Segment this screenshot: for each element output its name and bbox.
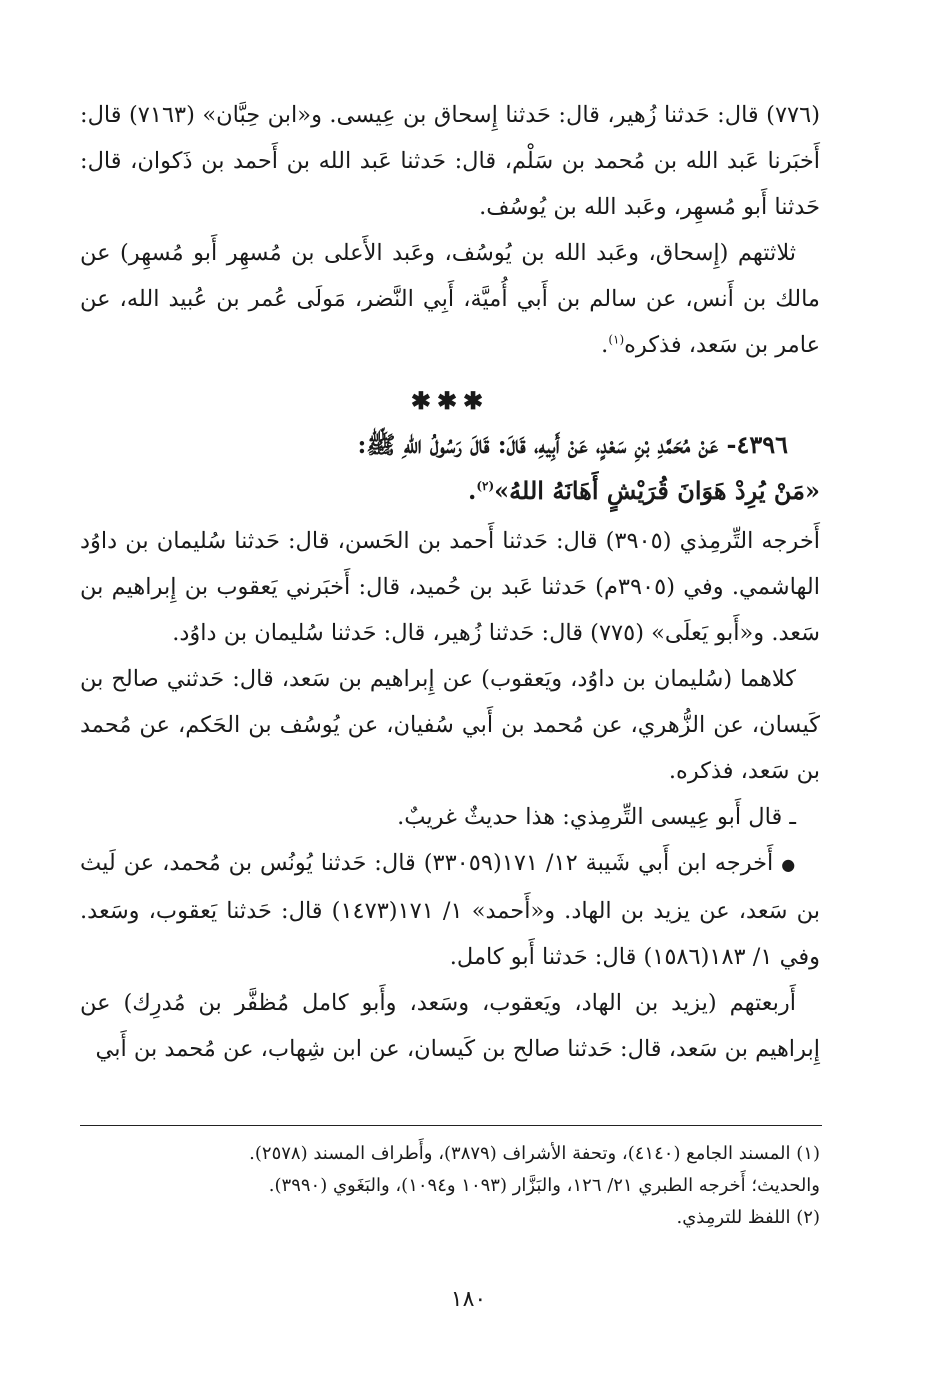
paragraph-2-text: ثلاثتهم (إِسحاق، وعَبد الله بن يُوسُف، وعَبد الأَعلى بن مُسهِر أَبو مُسهِر) عن مالك بن أَنس، عن سالم بن أَبي أُميَّة، أَبِي النَّضر، مَولَى عُمر بن عُبيد الله، عن عامر بن سَعد، فذكره <box>80 240 820 358</box>
paragraph-2 <box>80 230 820 368</box>
main-text <box>80 92 820 1072</box>
footnote-1: (١) المسند الجامع (٤١٤٠)، وتحفة الأشراف (٣٨٧٩)، وأَطراف المسند (٢٥٧٨). <box>249 1143 820 1164</box>
paragraph-5-text: ـ قال أَبو عِيسى التِّرمِذي: هذا حديثٌ غريبٌ. <box>397 804 796 830</box>
footnote-1-continued: والحديث؛ أَخرجه الطبري ٢١/ ١٢٦، والبَزَّار (١٠٩٣ و١٠٩٤)، والبَغَوي (٣٩٩٠). <box>268 1175 820 1196</box>
section-separator: ✱✱✱ <box>410 386 490 415</box>
hadith-line-2 <box>80 468 820 514</box>
bullet-icon: ● <box>781 855 797 874</box>
footnotes <box>80 1138 820 1234</box>
paragraph-3 <box>80 518 820 656</box>
paragraph-6-text: أَخرجه ابن أَبي شَيبة ١٢/ ١٧١(٣٣٠٥٩) قال: حَدثنا يُونُس بن مُحمد، عن لَيث بن سَعد، عن يزيد بن الهاد. و«أَحمد» ١/ ١٧١(١٤٧٣) قال: حَدثنا يَعقوب، وسَعد. وفي ١/ ١٨٣(١٥٨٦) قال: حَدثنا أَبو كامل. <box>80 850 821 970</box>
paragraph-5 <box>80 794 820 840</box>
paragraph-4 <box>80 656 820 794</box>
paragraph-1-text: (٧٧٦) قال: حَدثنا زُهير، قال: حَدثنا إِسحاق بن عِيسى. و«ابن حِبَّان» (٧١٦٣) قال: أَخبَرنا عَبد الله بن مُحمد بن سَلْم، قال: حَدثنا عَبد الله بن أَحمد بن ذَكوان، قال: حَدثنا أَبو مُسهِر، وعَبد الله بن يُوسُف. <box>80 102 820 220</box>
hadith-quote: «مَنْ يُرِدْ هَوَانَ قُرَيْشٍ أَهَانَهُ اللهُ» <box>494 476 820 505</box>
hadith-line-1: ٤٣٩٦- عَنْ مُحَمَّدِ بْنِ سَعْدٍ، عَنْ أَبِيهِ، قَالَ: قَالَ رَسُولُ اللهِ ﷺ: <box>357 430 788 459</box>
hadith-text <box>80 422 820 514</box>
paragraph-2-tail: . <box>601 332 609 358</box>
paragraph-6 <box>80 840 820 980</box>
paragraph-7 <box>80 980 820 1072</box>
paragraph-1 <box>80 92 820 230</box>
footnote-ref-2[interactable]: (٢) <box>476 479 495 493</box>
footnote-divider <box>80 1125 822 1126</box>
hadith-tail: . <box>467 476 477 505</box>
footnote-2: (٢) اللفظ للترمِذي. <box>676 1207 820 1228</box>
paragraph-4-text: كلاهما (سُليمان بن داوُد، ويَعقوب) عن إِبراهيم بن سَعد، قال: حَدثني صالح بن كَيسان، عن الزُّهري، عن مُحمد بن أَبي سُفيان، عن يُوسُف بن الحَكم، عن مُحمد بن سَعد، فذكره. <box>80 666 820 784</box>
footnote-ref-1[interactable]: (١) <box>608 332 625 347</box>
paragraph-3-text: أَخرجه التِّرمِذي (٣٩٠٥) قال: حَدثنا أَحمد بن الحَسن، قال: حَدثنا سُليمان بن داوُد الهاشمي. وفي (٣٩٠٥م) حَدثنا عَبد بن حُميد، قال: أَخبَرني يَعقوب بن إِبراهيم بن سَعد. و«أَبو يَعلَى» (٧٧٥) قال: حَدثنا زُهير، قال: حَدثنا سُليمان بن داوُد. <box>80 528 820 646</box>
page-number: ١٨٠ <box>450 1287 487 1312</box>
paragraph-7-text: أَربعتهم (يزيد بن الهاد، ويَعقوب، وسَعد، وأَبو كامل مُظفَّر بن مُدرِك) عن إِبراهيم بن سَعد، قال: حَدثنا صالح بن كَيسان، عن ابن شِهاب، عن مُحمد بن أَبي <box>80 990 820 1062</box>
